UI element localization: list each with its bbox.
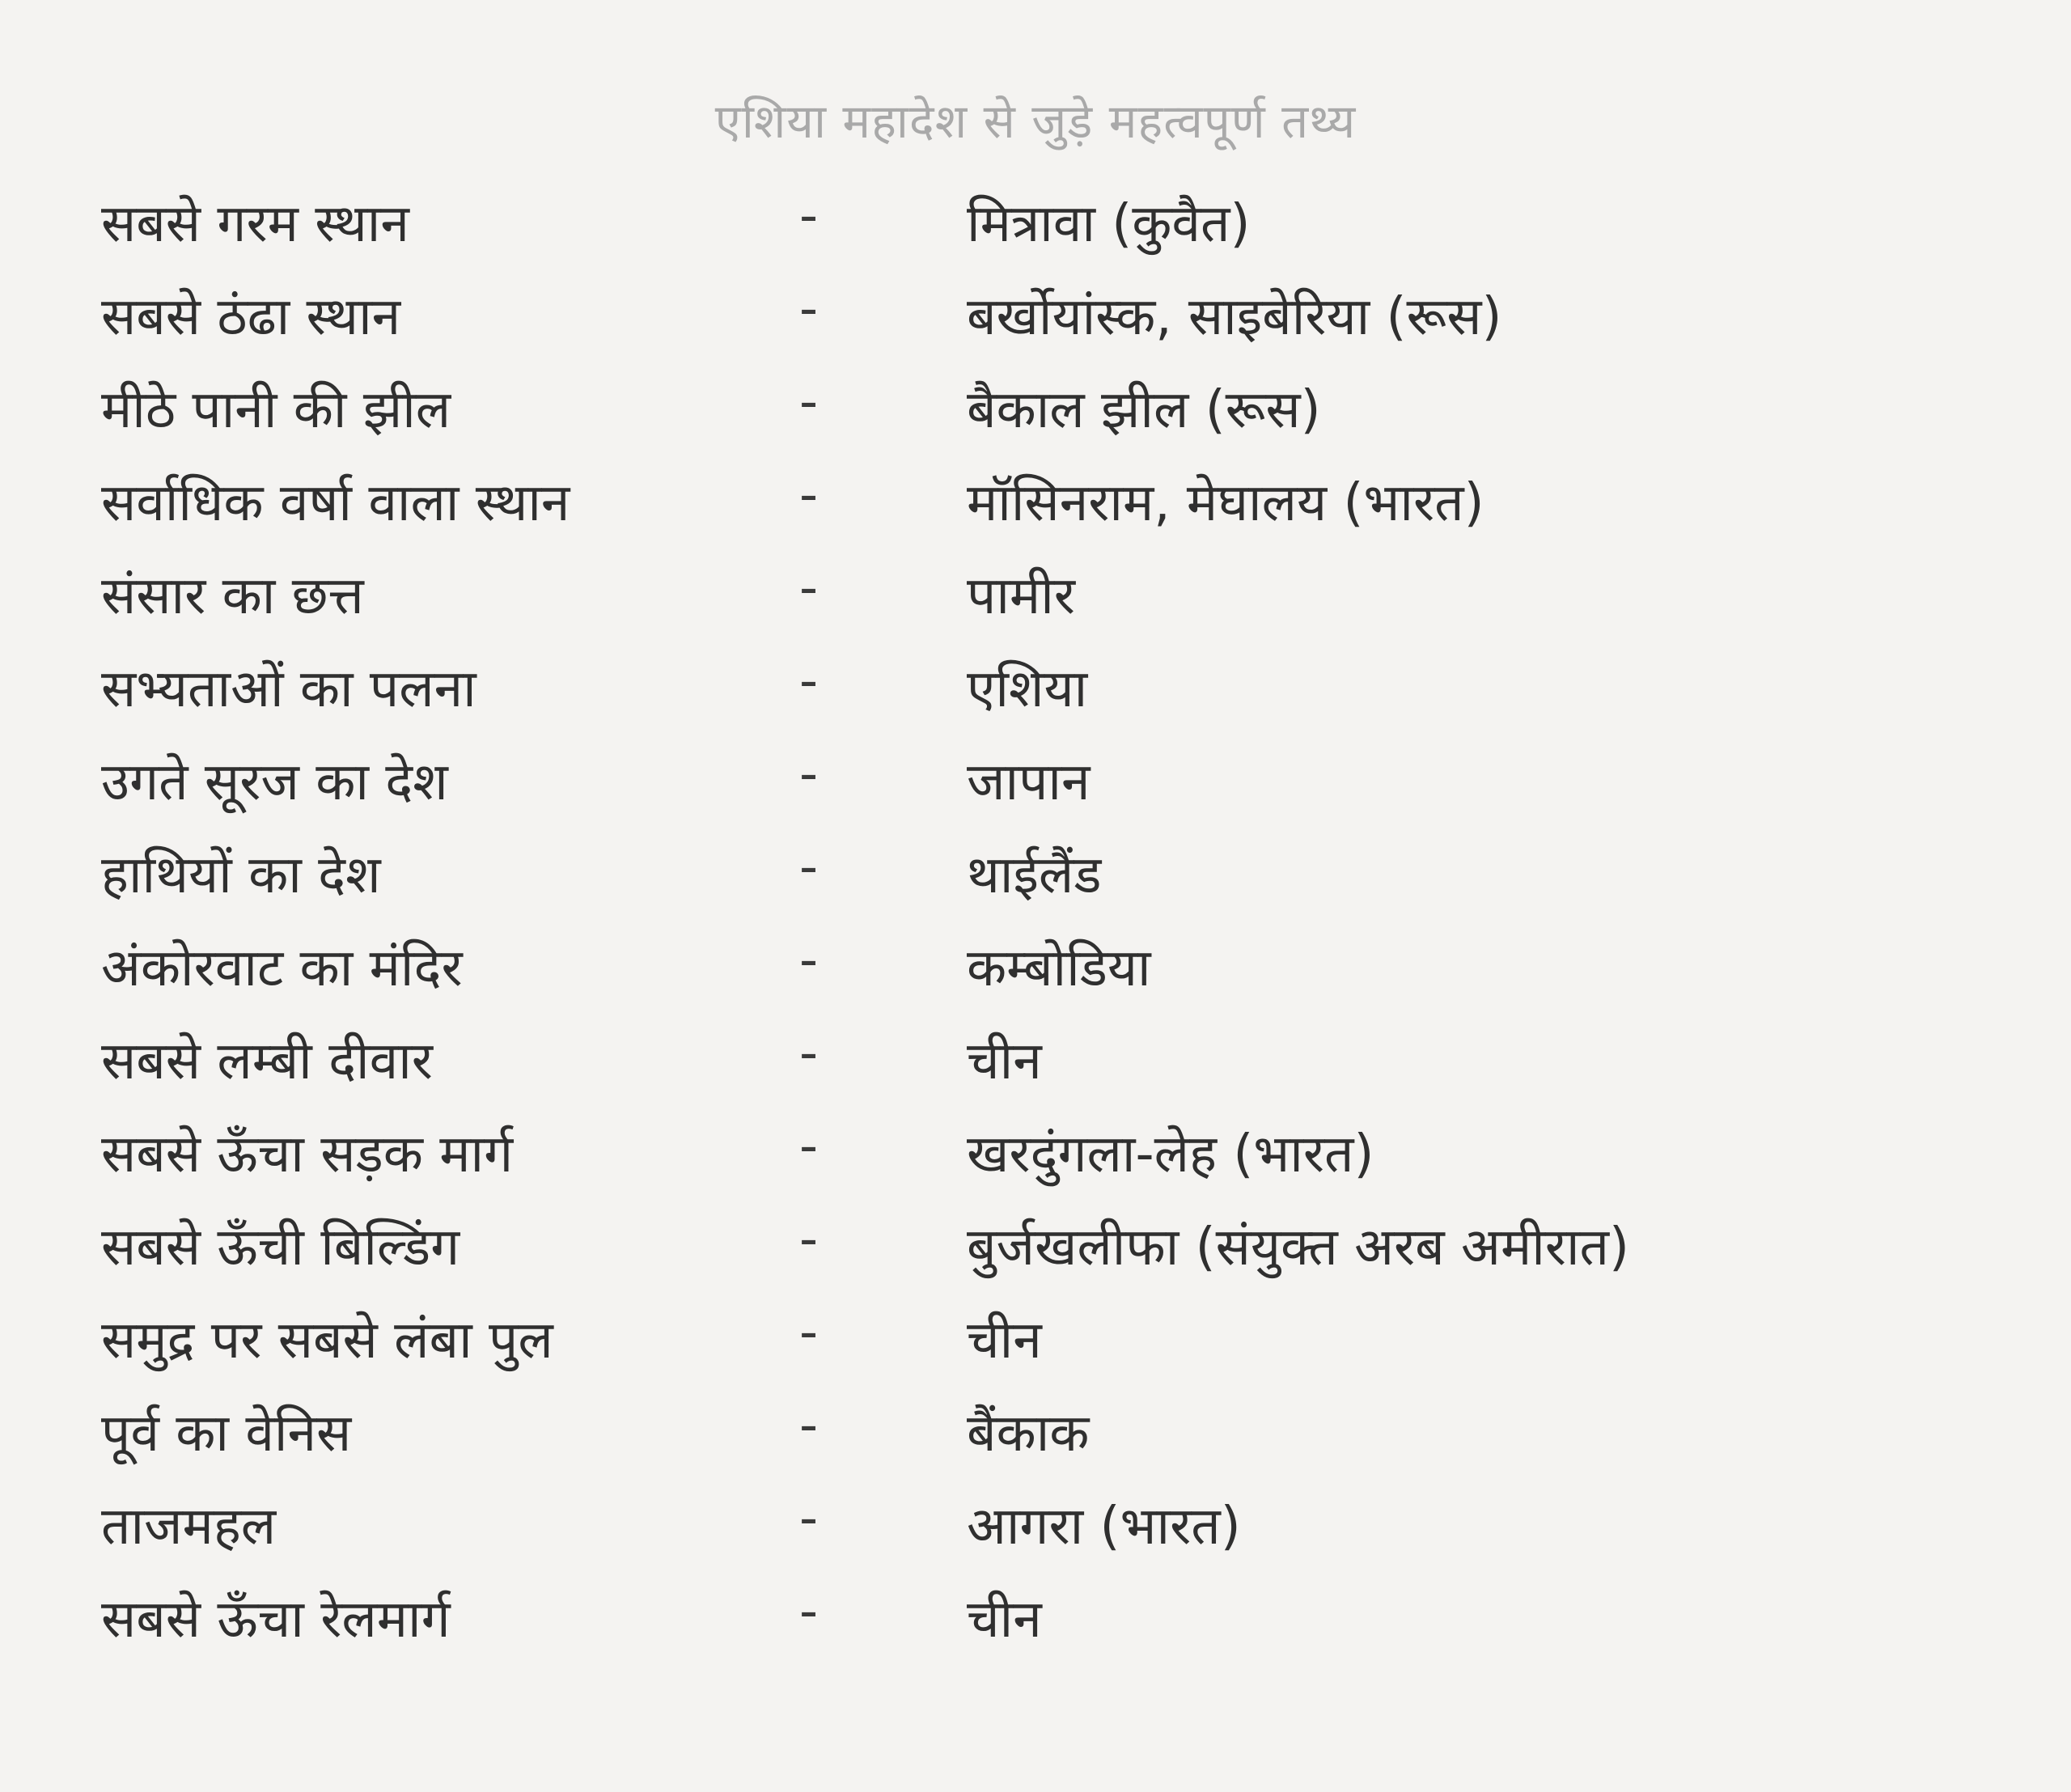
fact-dash: - [799, 372, 819, 432]
fact-dash: - [799, 930, 819, 990]
fact-value: आगरा (भारत) [967, 1497, 1241, 1557]
fact-row [0, 1294, 2071, 1387]
fact-dash: - [799, 1582, 819, 1642]
fact-value: चीन [967, 1590, 1042, 1650]
fact-row [0, 736, 2071, 829]
fact-row [0, 922, 2071, 1015]
fact-value: मित्रावा (कुवैत) [967, 194, 1251, 254]
fact-row [0, 1015, 2071, 1108]
fact-label: सभ्यताओं का पलना [101, 659, 476, 719]
fact-value: बैंकाक [967, 1404, 1090, 1464]
fact-dash: - [799, 744, 819, 804]
fact-dash: - [799, 465, 819, 525]
fact-label: सबसे ठंढा स्थान [101, 287, 401, 347]
fact-value: कम्बोडिया [967, 938, 1151, 998]
fact-label: मीठे पानी की झील [101, 380, 451, 440]
fact-row [0, 1481, 2071, 1574]
facts-list [0, 178, 2071, 1667]
fact-value: मॉसिनराम, मेघालय (भारत) [967, 473, 1484, 533]
fact-label: सबसे लम्बी दीवार [101, 1032, 433, 1091]
fact-label: हाथियों का देश [101, 845, 381, 905]
fact-row [0, 271, 2071, 364]
fact-value: बुर्जखलीफा (संयुक्त अरब अमीरात) [967, 1218, 1629, 1277]
page-title: एशिया महादेश से जुड़े महत्वपूर्ण तथ्य [714, 94, 1357, 149]
fact-value: एशिया [967, 659, 1088, 719]
fact-row [0, 457, 2071, 550]
fact-label: ताजमहल [101, 1497, 277, 1557]
fact-dash: - [799, 1489, 819, 1548]
fact-value: बर्खोयांस्क, साइबेरिया (रूस) [967, 287, 1502, 347]
fact-label: अंकोरवाट का मंदिर [101, 938, 463, 998]
fact-label: सबसे ऊँची बिल्डिंग [101, 1218, 460, 1277]
fact-dash: - [799, 558, 819, 618]
fact-label: सबसे ऊँचा रेलमार्ग [101, 1590, 451, 1650]
fact-row [0, 1201, 2071, 1294]
fact-value: बैकाल झील (रूस) [967, 380, 1321, 440]
fact-value: चीन [967, 1311, 1042, 1370]
fact-label: समुद्र पर सबसे लंबा पुल [101, 1311, 553, 1370]
fact-label: सबसे ऊँचा सड़क मार्ग [101, 1125, 514, 1184]
fact-value: जापान [967, 752, 1091, 812]
fact-row [0, 643, 2071, 736]
fact-value: चीन [967, 1032, 1042, 1091]
fact-dash: - [799, 1209, 819, 1269]
fact-row [0, 1387, 2071, 1481]
fact-dash: - [799, 1116, 819, 1176]
fact-label: पूर्व का वेनिस [101, 1404, 352, 1464]
fact-dash: - [799, 1396, 819, 1455]
fact-dash: - [799, 1303, 819, 1362]
fact-label: संसार का छत्त [101, 566, 364, 626]
fact-dash: - [799, 1023, 819, 1083]
fact-row [0, 364, 2071, 457]
fact-dash: - [799, 279, 819, 339]
fact-value: खरदुंगला-लेह (भारत) [967, 1125, 1374, 1184]
fact-value: पामीर [967, 566, 1075, 626]
fact-value: थाईलैंड [967, 845, 1102, 905]
fact-row [0, 1574, 2071, 1667]
fact-row [0, 178, 2071, 271]
fact-row [0, 1108, 2071, 1201]
fact-label: सर्वाधिक वर्षा वाला स्थान [101, 473, 570, 533]
fact-label: उगते सूरज का देश [101, 752, 448, 812]
fact-dash: - [799, 651, 819, 711]
fact-row [0, 829, 2071, 922]
fact-row [0, 550, 2071, 643]
fact-dash: - [799, 186, 819, 246]
fact-dash: - [799, 837, 819, 897]
fact-label: सबसे गरम स्थान [101, 194, 409, 254]
